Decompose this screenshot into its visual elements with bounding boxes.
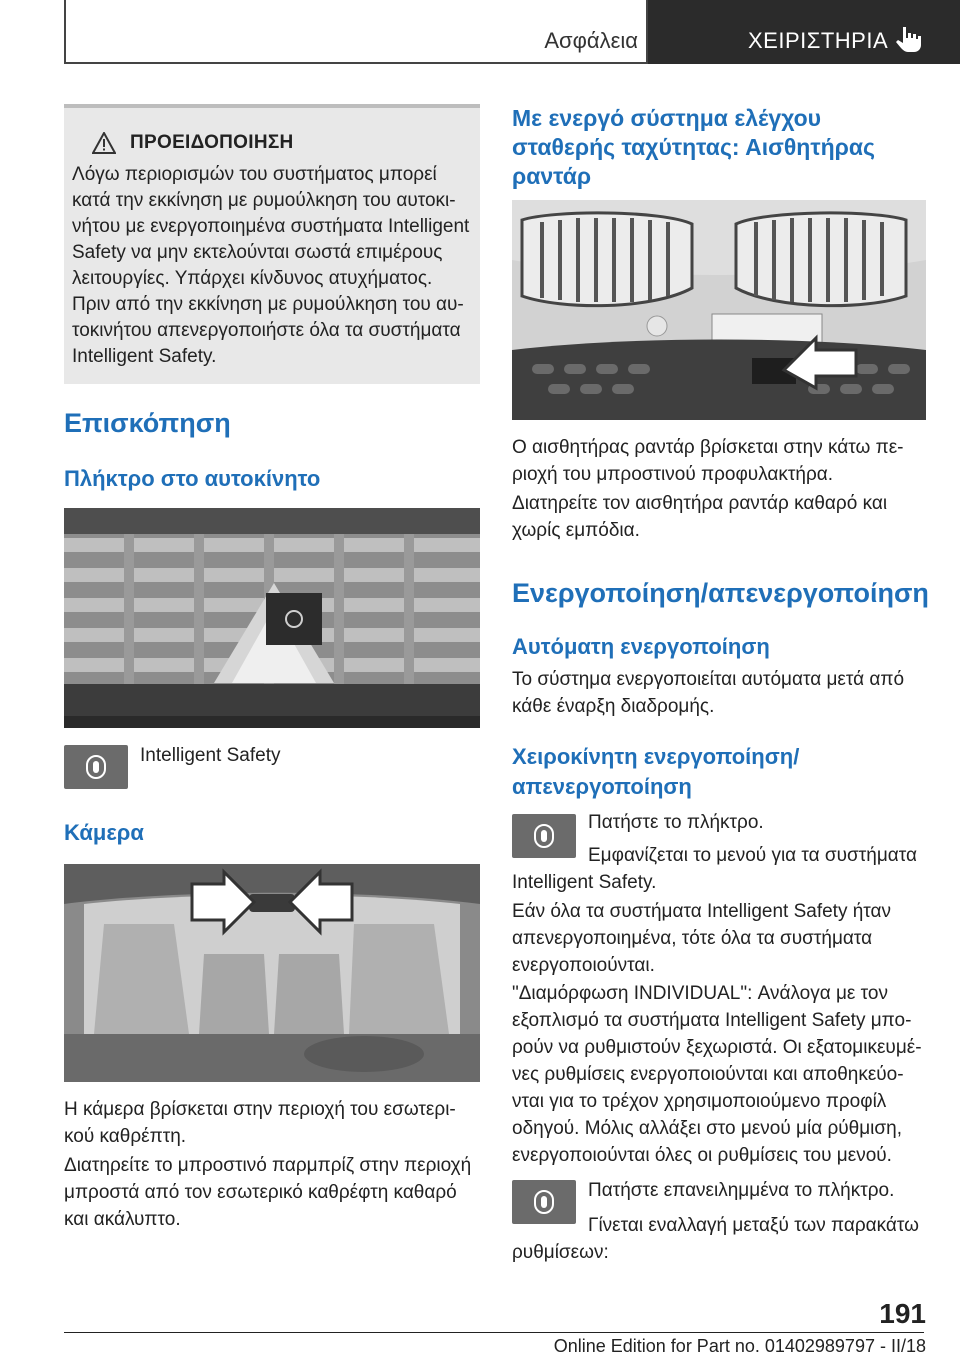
header-section-title: Ασφάλεια: [544, 28, 638, 53]
intelligent-safety-button-icon: [64, 745, 128, 789]
grille-button-photo: [64, 508, 480, 728]
individual-config-text: "Διαμόρφωση INDIVIDUAL": Ανάλογα με τον εξοπλισμό τα συστήματα Intelligent Safety μπο- ρούν να ρυθμιστούν ξεχωριστά. Οι εξατομικευμέ- νες ρυθμίσεις ενεργοποιούνται και αποθηκεύο- νται για το τρέχον χρησιμοποιούμενο προφίλ οδηγού. Μόλις αλλάξει στο μενού μία ρύθμιση, ενεργοποιούνται όλες οι ρυθμίσεις του μενού.: [512, 983, 922, 1166]
auto-activation-heading: Αυτόματη ενεργοποίηση: [512, 634, 770, 659]
overview-heading: Επισκόπηση: [64, 408, 231, 438]
header-manual-label: ΧΕΙΡΙΣΤΗΡΙΑ: [748, 28, 889, 53]
camera-interior-photo: [64, 864, 480, 1082]
footer-edition: Online Edition for Part no. 01402989797 - II/18: [553, 1336, 926, 1356]
radar-heading: Με ενεργό σύστημα ελέγχου σταθερής ταχύτητας: Αισθητήρας ραντάρ: [512, 105, 875, 189]
warning-title: ΠΡΟΕΙΔΟΠΟΙΗΣΗ: [130, 132, 294, 153]
header-rule-left: [64, 0, 66, 64]
press-repeat-text: Πατήστε επανειλημμένα το πλήκτρο.: [588, 1180, 895, 1201]
page-number: 191: [879, 1298, 926, 1329]
warning-box: [64, 104, 480, 384]
radar-clean-text: Διατηρείτε τον αισθητήρα ραντάρ καθαρό και χωρίς εμπόδια.: [512, 493, 888, 541]
camera-clean-text: Διατηρείτε το μπροστινό παρμπρίζ στην περιοχή μπροστά από τον εσωτερικό καθρέφτη καθαρό και ακάλυπτο.: [64, 1155, 472, 1230]
header-rule-bottom: [64, 62, 648, 64]
all-off-text: Εάν όλα τα συστήματα Intelligent Safety ήταν απενεργοποιημένα, τότε όλα τα συστήματα ενεργοποιούνται.: [512, 901, 892, 976]
press-button-text: Πατήστε το πλήκτρο.: [588, 812, 764, 833]
button-heading: Πλήκτρο στο αυτοκίνητο: [64, 466, 321, 491]
activation-heading: Ενεργοποίηση/απενεργοποίηση: [512, 578, 929, 608]
menu-appears-text: Εμφανίζεται το μενού για τα συστήματα Intelligent Safety.: [512, 845, 918, 893]
warning-triangle-icon: [92, 132, 116, 154]
manual-activation-heading: Χειροκίνητη ενεργοποίηση/ απενεργοποίηση: [512, 744, 800, 799]
radar-location-text: Ο αισθητήρας ραντάρ βρίσκεται στην κάτω πε- ριοχή του μπροστινού προφυλακτήρα.: [512, 437, 904, 485]
camera-heading: Κάμερα: [64, 820, 144, 845]
footer-rule: [64, 1332, 924, 1333]
warning-text: Λόγω περιορισμών του συστήματος μπορεί κατά την εκκίνηση με ρυμούλκηση του αυτοκι- νήτου με ενεργοποιημένα συστήματα Intelligent Safety να μην εκτελούνται σωστά επιμέρους λειτουργίες. Υπάρχει κίνδυνος ατυχήματος. Πριν από την εκκίνηση με ρυμούλκηση του αυ- τοκινήτου απενεργοποιήστε όλα τα συστήματα Intelligent Safety.: [72, 164, 470, 367]
auto-activation-text: Το σύστημα ενεργοποιείται αυτόματα μετά από κάθε έναρξη διαδρομής.: [512, 669, 905, 717]
hand-pointer-icon: [892, 24, 922, 54]
toggle-settings-text: Γίνεται εναλλαγή μεταξύ των παρακάτω ρυθμίσεων:: [512, 1215, 919, 1263]
radar-bumper-photo: [512, 200, 926, 420]
camera-location-text: Η κάμερα βρίσκεται στην περιοχή του εσωτερι- κού καθρέπτη.: [64, 1099, 456, 1147]
intelligent-safety-label: Intelligent Safety: [140, 745, 281, 766]
